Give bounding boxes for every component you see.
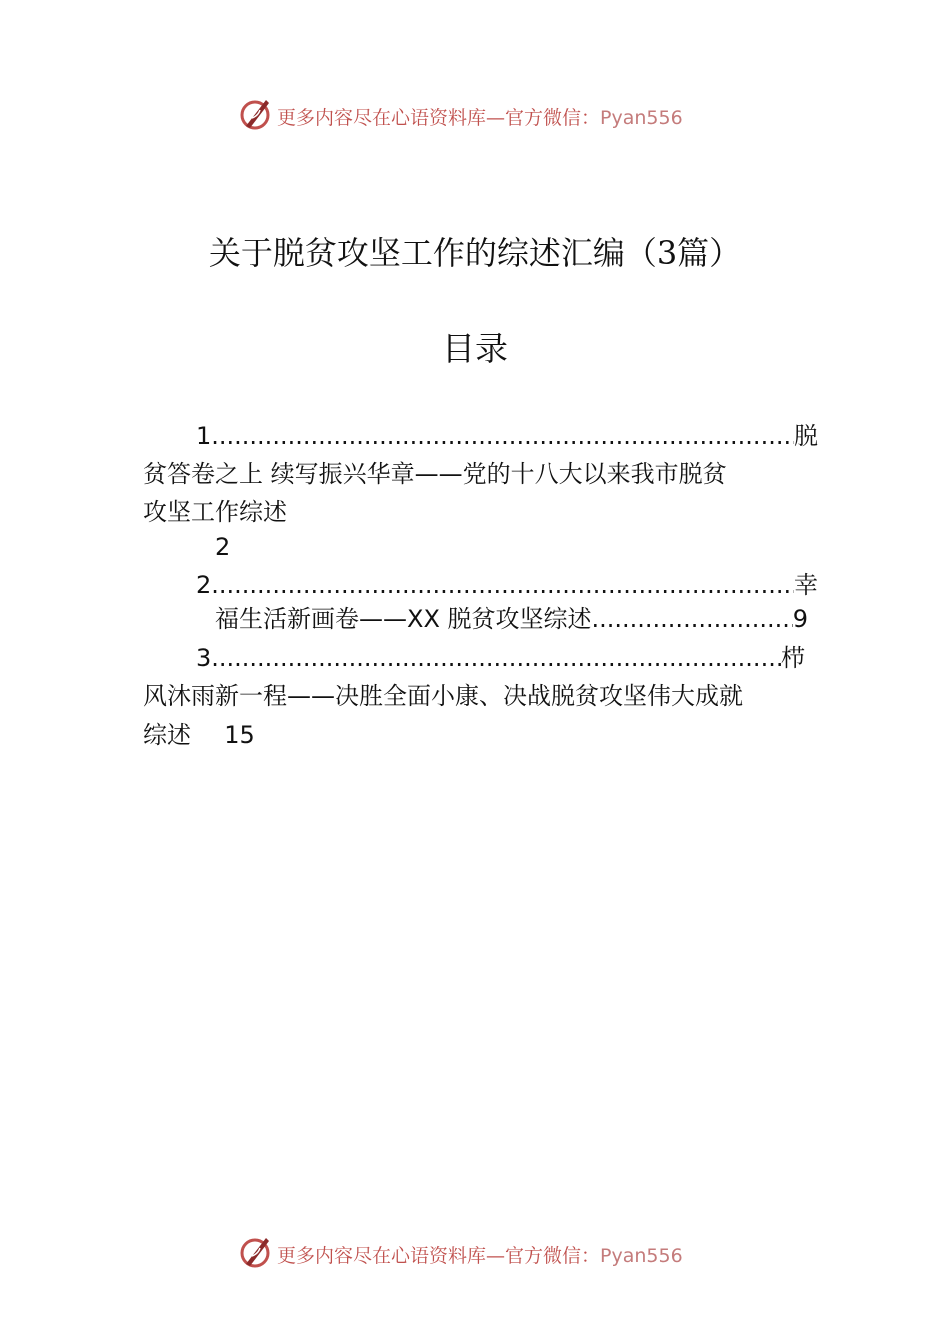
toc-leader-dots	[211, 569, 794, 601]
toc-entry-2-lead[interactable]	[196, 569, 818, 601]
banner-text: 更多内容尽在心语资料库—官方微信：Pyan556	[277, 1245, 683, 1267]
toc-entry-first-char: 脱	[794, 422, 818, 450]
toc-entry-1-lead[interactable]	[196, 420, 818, 452]
toc-entry-first-char: 栉	[781, 644, 805, 672]
toc-entry-1-line-1[interactable]: 贫答卷之上 续写振兴华章——党的十八大以来我市脱贫	[143, 460, 727, 488]
toc-entry-1-page: 2	[215, 533, 231, 561]
toc-entry-3-line-1[interactable]: 风沐雨新一程——决胜全面小康、决战脱贫攻坚伟大成就	[143, 682, 743, 710]
toc-leader-dots	[211, 420, 794, 452]
banner-wechat-id: Pyan556	[600, 1245, 683, 1267]
toc-entry-number: 2	[196, 571, 212, 599]
toc-leader-dots	[592, 603, 793, 635]
toc-entry-1-line-2[interactable]: 攻坚工作综述	[143, 498, 287, 526]
toc-entry-number: 3	[196, 644, 212, 672]
toc-entry-text: 综述	[143, 721, 191, 749]
toc-heading: 目录	[442, 329, 508, 368]
toc-entry-3-lead[interactable]	[196, 642, 805, 674]
toc-entry-2-line-1[interactable]	[215, 603, 808, 635]
toc-entry-page: 9	[792, 605, 808, 633]
toc-leader-dots	[211, 642, 781, 674]
toc-entry-text: 福生活新画卷——XX 脱贫攻坚综述	[215, 605, 592, 633]
quill-logo-icon	[238, 96, 272, 132]
banner-wechat-id: Pyan556	[600, 107, 683, 129]
quill-logo-icon	[238, 1234, 272, 1270]
toc-entry-3-line-2[interactable]	[143, 719, 255, 751]
banner-text: 更多内容尽在心语资料库—官方微信：Pyan556	[277, 107, 683, 129]
header-banner	[0, 96, 950, 136]
toc-entry-page: 15	[224, 721, 255, 749]
toc-entry-first-char: 幸	[794, 571, 818, 599]
toc-entry-number: 1	[196, 422, 212, 450]
document-title: 关于脱贫攻坚工作的综述汇编（3篇）	[208, 234, 742, 272]
footer-banner	[0, 1234, 950, 1274]
